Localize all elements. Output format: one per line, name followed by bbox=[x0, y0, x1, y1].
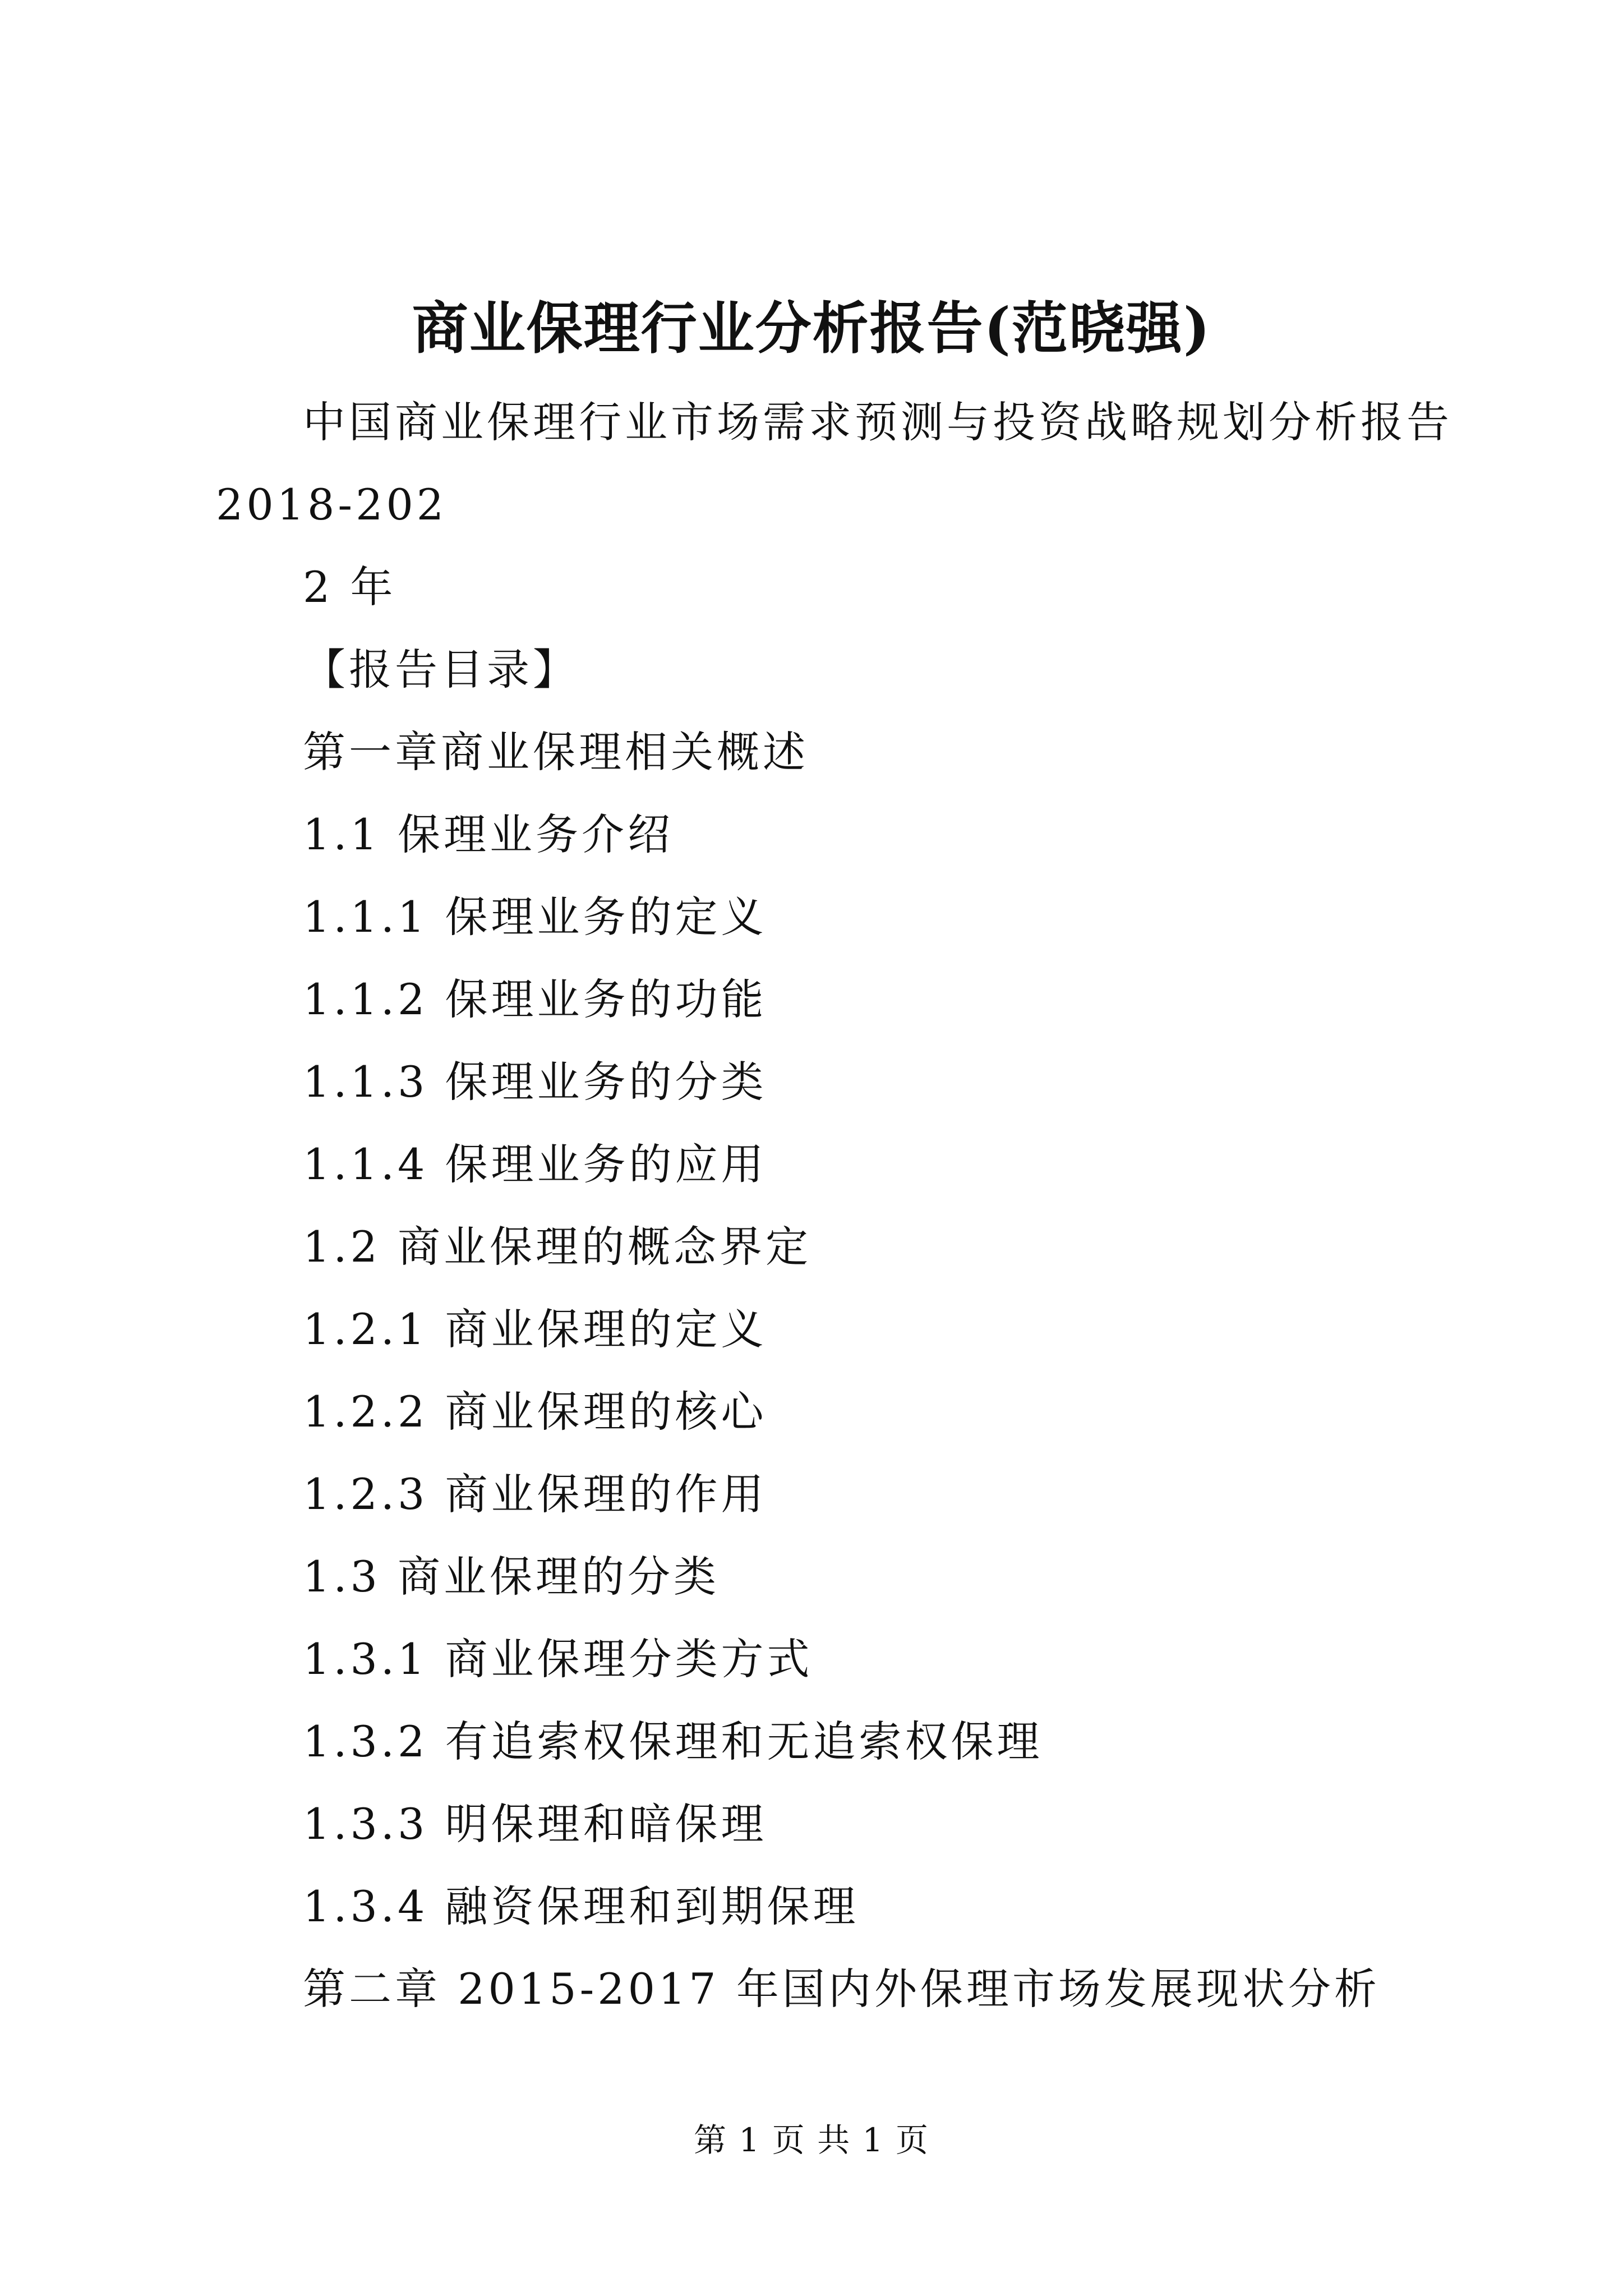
toc-item: 1.2 商业保理的概念界定 bbox=[303, 1222, 812, 1272]
toc-item: 1.1.4 保理业务的应用 bbox=[303, 1139, 767, 1189]
toc-item: 1.1 保理业务介绍 bbox=[303, 809, 674, 859]
page-number-footer bbox=[0, 2118, 1623, 2162]
toc-item: 1.1.3 保理业务的分类 bbox=[303, 1057, 767, 1107]
toc-item: 1.3.3 明保理和暗保理 bbox=[303, 1799, 767, 1849]
toc-item-chapter-1: 第一章商业保理相关概述 bbox=[303, 727, 809, 777]
page-number-label: 第 1 页 共 1 页 bbox=[694, 2121, 929, 2159]
toc-item: 1.1.2 保理业务的功能 bbox=[303, 974, 767, 1024]
toc-item: 1.2.2 商业保理的核心 bbox=[303, 1387, 767, 1437]
subtitle-line-3: 2 年 bbox=[303, 562, 396, 612]
toc-item: 1.2.1 商业保理的定义 bbox=[303, 1304, 767, 1354]
toc-heading: 【报告目录】 bbox=[303, 645, 579, 694]
toc-item: 1.3.4 融资保理和到期保理 bbox=[303, 1881, 859, 1931]
document-title: 商业保理行业分析报告(范晓强) bbox=[412, 295, 1211, 361]
subtitle-line-1: 中国商业保理行业市场需求预测与投资战略规划分析报告 bbox=[303, 397, 1453, 447]
toc-item-chapter-2: 第二章 2015-2017 年国内外保理市场发展现状分析 bbox=[303, 1964, 1380, 2014]
toc-item: 1.2.3 商业保理的作用 bbox=[303, 1469, 767, 1519]
toc-item: 1.1.1 保理业务的定义 bbox=[303, 892, 767, 942]
subtitle-line-2: 2018-202 bbox=[216, 480, 448, 530]
toc-item: 1.3 商业保理的分类 bbox=[303, 1552, 720, 1602]
toc-item: 1.3.2 有追索权保理和无追索权保理 bbox=[303, 1717, 1043, 1766]
toc-item: 1.3.1 商业保理分类方式 bbox=[303, 1634, 813, 1684]
